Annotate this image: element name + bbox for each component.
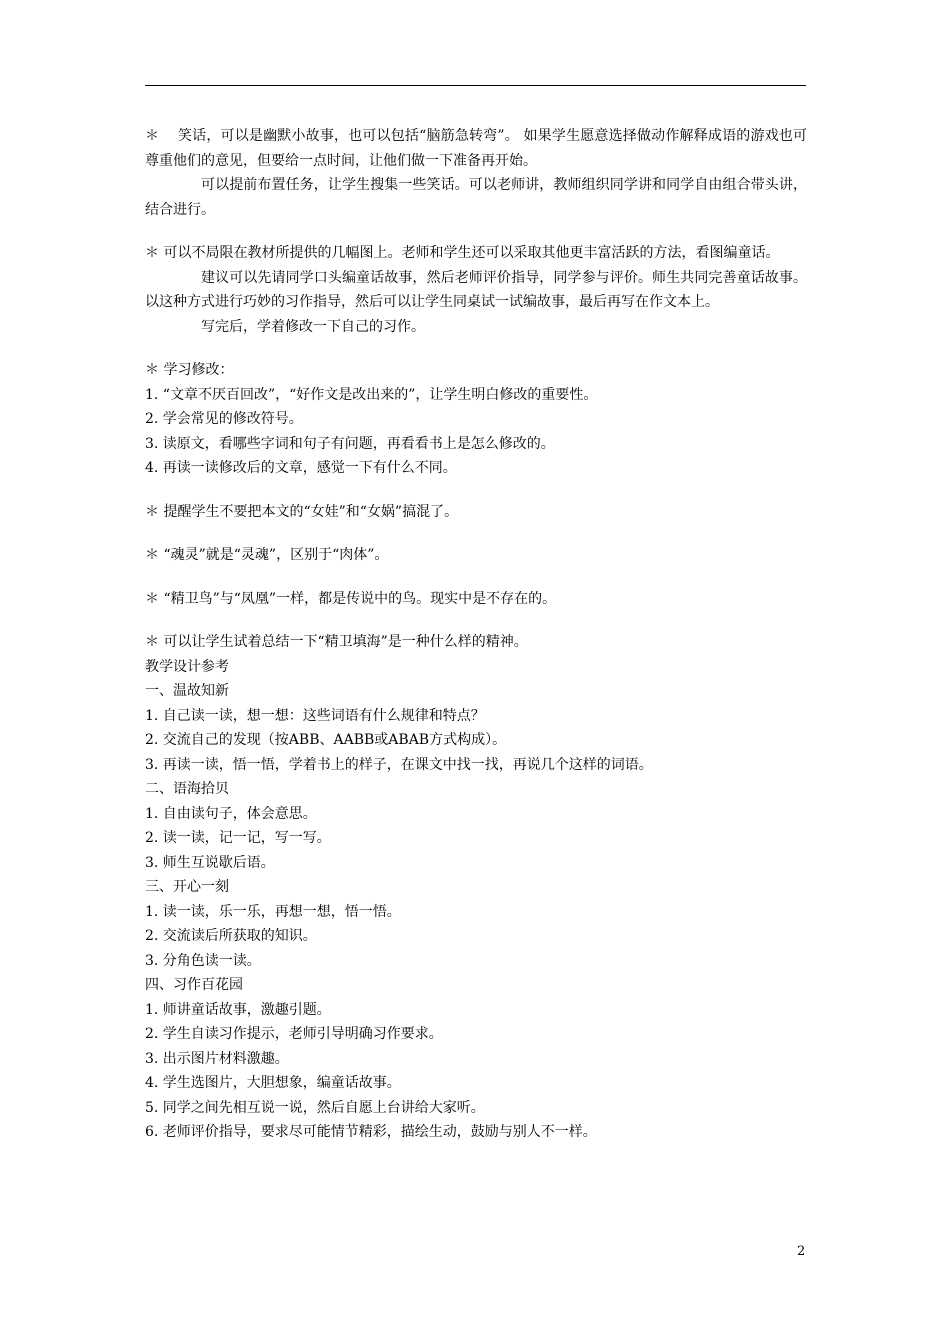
list-item: 2. 学生自读习作提示，老师引导明确习作要求。 xyxy=(145,1026,443,1042)
note-jingwei-spirit: ＊ 可以让学生试着总结一下“精卫填海”是一种什么样的精神。 xyxy=(145,634,528,650)
list-item: 2. 交流自己的发现（按ABB、AABB或ABAB方式构成）。 xyxy=(145,732,507,748)
list-item: 3. 再读一读，悟一悟，学着书上的样子，在课文中找一找，再说几个这样的词语。 xyxy=(145,756,653,773)
note-revise: 写完后，学着修改一下自己的习作。 xyxy=(201,318,425,335)
note-jokes-task: 可以提前布置任务，让学生搜集一些笑话。可以老师讲，教师组织同学讲和同学自由组合带头讲，结合进行。 xyxy=(145,177,807,218)
note-jingwei-bird: ＊ “精卫鸟”与“凤凰”一样，都是传说中的鸟。现实中是不存在的。 xyxy=(145,590,557,607)
page-number: 2 xyxy=(797,1244,806,1259)
list-item: 1. 自由读句子，体会意思。 xyxy=(145,805,317,822)
header-rule xyxy=(145,85,806,86)
list-item: 2. 交流读后所获取的知识。 xyxy=(145,928,317,944)
list-item: 3. 读原文，看哪些字词和句子有问题，再看看书上是怎么修改的。 xyxy=(145,435,555,452)
note-pictures: ＊ 可以不局限在教材所提供的几幅图上。老师和学生还可以采取其他更丰富活跃的方法，看图编童话。 xyxy=(145,245,780,261)
list-item: 6. 老师评价指导，要求尽可能情节精彩，描绘生动，鼓励与别人不一样。 xyxy=(145,1124,597,1140)
list-item: 2. 读一读，记一记，写一写。 xyxy=(145,830,331,846)
list-item: 3. 出示图片材料激趣。 xyxy=(145,1050,289,1067)
list-item: 2. 学会常见的修改符号。 xyxy=(145,411,303,427)
design-title: 教学设计参考 xyxy=(145,658,229,675)
note-revision-heading: ＊ 学习修改： xyxy=(145,362,234,378)
note-nuwa: ＊ 提醒学生不要把本文的“女娃”和“女娲”搞混了。 xyxy=(145,503,459,520)
page-body xyxy=(145,124,807,1145)
note-soul: ＊ “魂灵”就是“灵魂”，区别于“肉体”。 xyxy=(145,547,389,563)
list-item: 1. 师讲童话故事，激趣引题。 xyxy=(145,1001,331,1018)
list-item: 3. 师生互说歇后语。 xyxy=(145,854,275,871)
section-heading: 二、语海拾贝 xyxy=(145,781,229,797)
list-item: 1. “文章不厌百回改”，“好作文是改出来的”，让学生明白修改的重要性。 xyxy=(145,386,598,403)
list-item: 1. 读一读，乐一乐，再想一想，悟一悟。 xyxy=(145,903,401,920)
list-item: 4. 学生选图片，大胆想象，编童话故事。 xyxy=(145,1075,401,1091)
section-heading: 四、习作百花园 xyxy=(145,977,243,993)
list-item: 4. 再读一读修改后的文章，感觉一下有什么不同。 xyxy=(145,460,457,476)
note-oral-story: 建议可以先请同学口头编童话故事，然后老师评价指导，同学参与评价。师生共同完善童话故事。以这种方式进行巧妙的习作指导，然后可以让学生同桌试一试编故事，最后再写在作文本上。 xyxy=(145,269,807,310)
list-item: 5. 同学之间先相互说一说，然后自愿上台讲给大家听。 xyxy=(145,1099,485,1116)
section-heading: 三、开心一刻 xyxy=(145,879,229,895)
section-heading: 一、温故知新 xyxy=(145,683,229,699)
note-jokes: ＊ 笑话，可以是幽默小故事，也可以包括“脑筋急转弯”。 如果学生愿意选择做动作解释成语的游戏也可尊重他们的意见，但要给一点时间，让他们做一下准备再开始。 xyxy=(145,128,807,169)
list-item: 3. 分角色读一读。 xyxy=(145,952,261,969)
list-item: 1. 自己读一读，想一想：这些词语有什么规律和特点？ xyxy=(145,707,485,724)
